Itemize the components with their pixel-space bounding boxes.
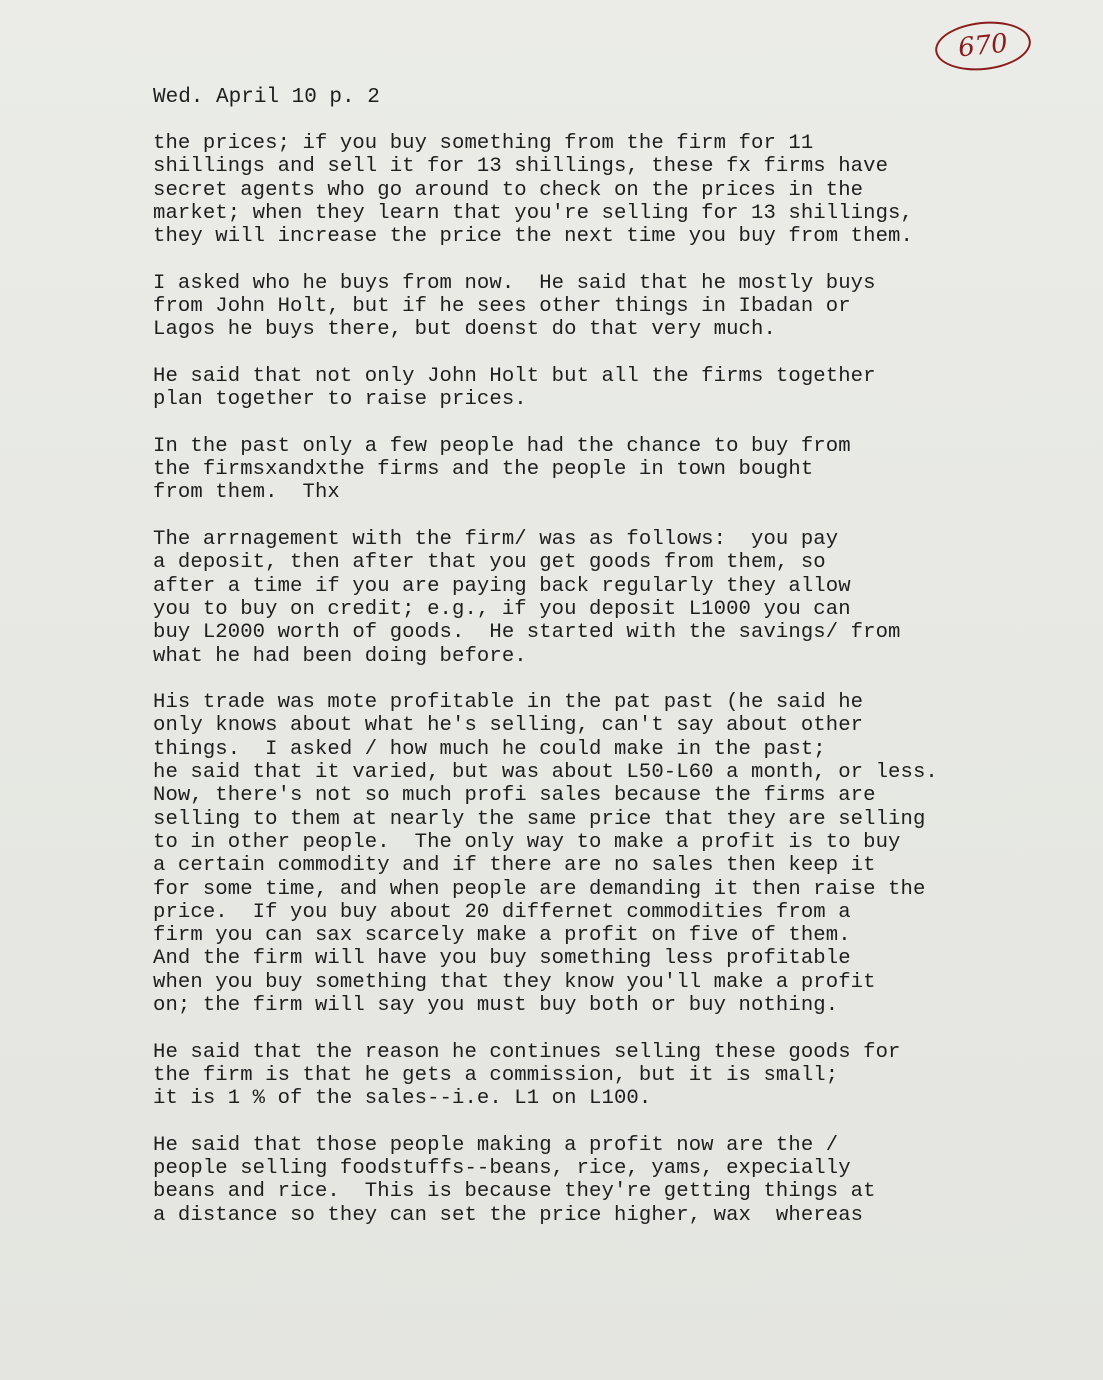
text-line: market; when they learn that you're selling for 13 shillings,: [153, 201, 913, 225]
text-line: things. I asked / how much he could make in the past;: [153, 737, 826, 761]
text-line: it is 1 % of the sales--i.e. L1 on L100.: [153, 1087, 652, 1111]
paragraph: [153, 1041, 1053, 1111]
text-line: the firm is that he gets a commission, but it is small;: [153, 1063, 839, 1087]
text-line: Lagos he buys there, but doenst do that very much.: [153, 318, 776, 342]
page-header: Wed. April 10 p. 2: [153, 86, 380, 109]
paragraph: [153, 435, 1053, 505]
text-line: from them. Thx: [153, 481, 340, 505]
text-line: from John Holt, but if he sees other things in Ibadan or: [153, 295, 851, 319]
text-line: I asked who he buys from now. He said that he mostly buys: [153, 271, 876, 295]
text-line: only knows about what he's selling, can't say about other: [153, 714, 864, 738]
paragraph: [153, 132, 1053, 248]
text-line: Now, there's not so much profi sales because the firms are: [153, 784, 876, 808]
text-line: to in other people. The only way to make a profit is to buy: [153, 830, 901, 854]
text-line: what he had been doing before.: [153, 644, 527, 668]
text-line: selling to them at nearly the same price that they are selling: [153, 807, 926, 831]
text-line: In the past only a few people had the chance to buy from: [153, 434, 851, 458]
text-line: He said that the reason he continues selling these goods for: [153, 1040, 901, 1064]
text-line: firm you can sax scarcely make a profit on five of them.: [153, 924, 851, 948]
text-line: people selling foodstuffs--beans, rice, yams, expecially: [153, 1157, 851, 1181]
paragraph: [153, 528, 1053, 668]
paragraph: [153, 365, 1053, 412]
paragraph: [153, 1134, 1053, 1227]
text-line: a distance so they can set the price higher, wax whereas: [153, 1203, 864, 1227]
paragraph: [153, 691, 1053, 1017]
text-line: shillings and sell it for 13 shillings, these fx firms have: [153, 155, 889, 179]
text-line: he said that it varied, but was about L50-L60 a month, or less.: [153, 761, 938, 785]
text-line: when you buy something that they know you'll make a profit: [153, 970, 876, 994]
text-line: He said that those people making a profit now are the /: [153, 1133, 839, 1157]
text-line: secret agents who go around to check on the prices in the: [153, 178, 864, 202]
text-line: He said that not only John Holt but all the firms together: [153, 364, 876, 388]
text-line: you to buy on credit; e.g., if you deposit L1000 you can: [153, 597, 851, 621]
text-line: beans and rice. This is because they're getting things at: [153, 1180, 876, 1204]
text-line: And the firm will have you buy something less profitable: [153, 947, 851, 971]
page-number-annotation: 670: [933, 17, 1033, 75]
text-line: for some time, and when people are demanding it then raise the: [153, 877, 926, 901]
text-line: they will increase the price the next time you buy from them.: [153, 225, 913, 249]
text-line: the firmsxandxthe firms and the people in town bought: [153, 458, 814, 482]
text-line: on; the firm will say you must buy both or buy nothing.: [153, 993, 839, 1017]
text-line: His trade was mote profitable in the pat past (he said he: [153, 691, 864, 715]
text-line: price. If you buy about 20 differnet commodities from a: [153, 900, 851, 924]
text-line: a certain commodity and if there are no sales then keep it: [153, 854, 876, 878]
text-line: The arrnagement with the firm/ was as follows: you pay: [153, 528, 839, 552]
text-line: after a time if you are paying back regularly they allow: [153, 574, 851, 598]
text-line: the prices; if you buy something from the firm for 11: [153, 132, 814, 155]
text-line: buy L2000 worth of goods. He started with the savings/ from: [153, 621, 901, 645]
text-line: a deposit, then after that you get goods from them, so: [153, 551, 826, 575]
paragraph: [153, 272, 1053, 342]
text-line: plan together to raise prices.: [153, 388, 527, 412]
body-text: [153, 132, 1053, 1250]
